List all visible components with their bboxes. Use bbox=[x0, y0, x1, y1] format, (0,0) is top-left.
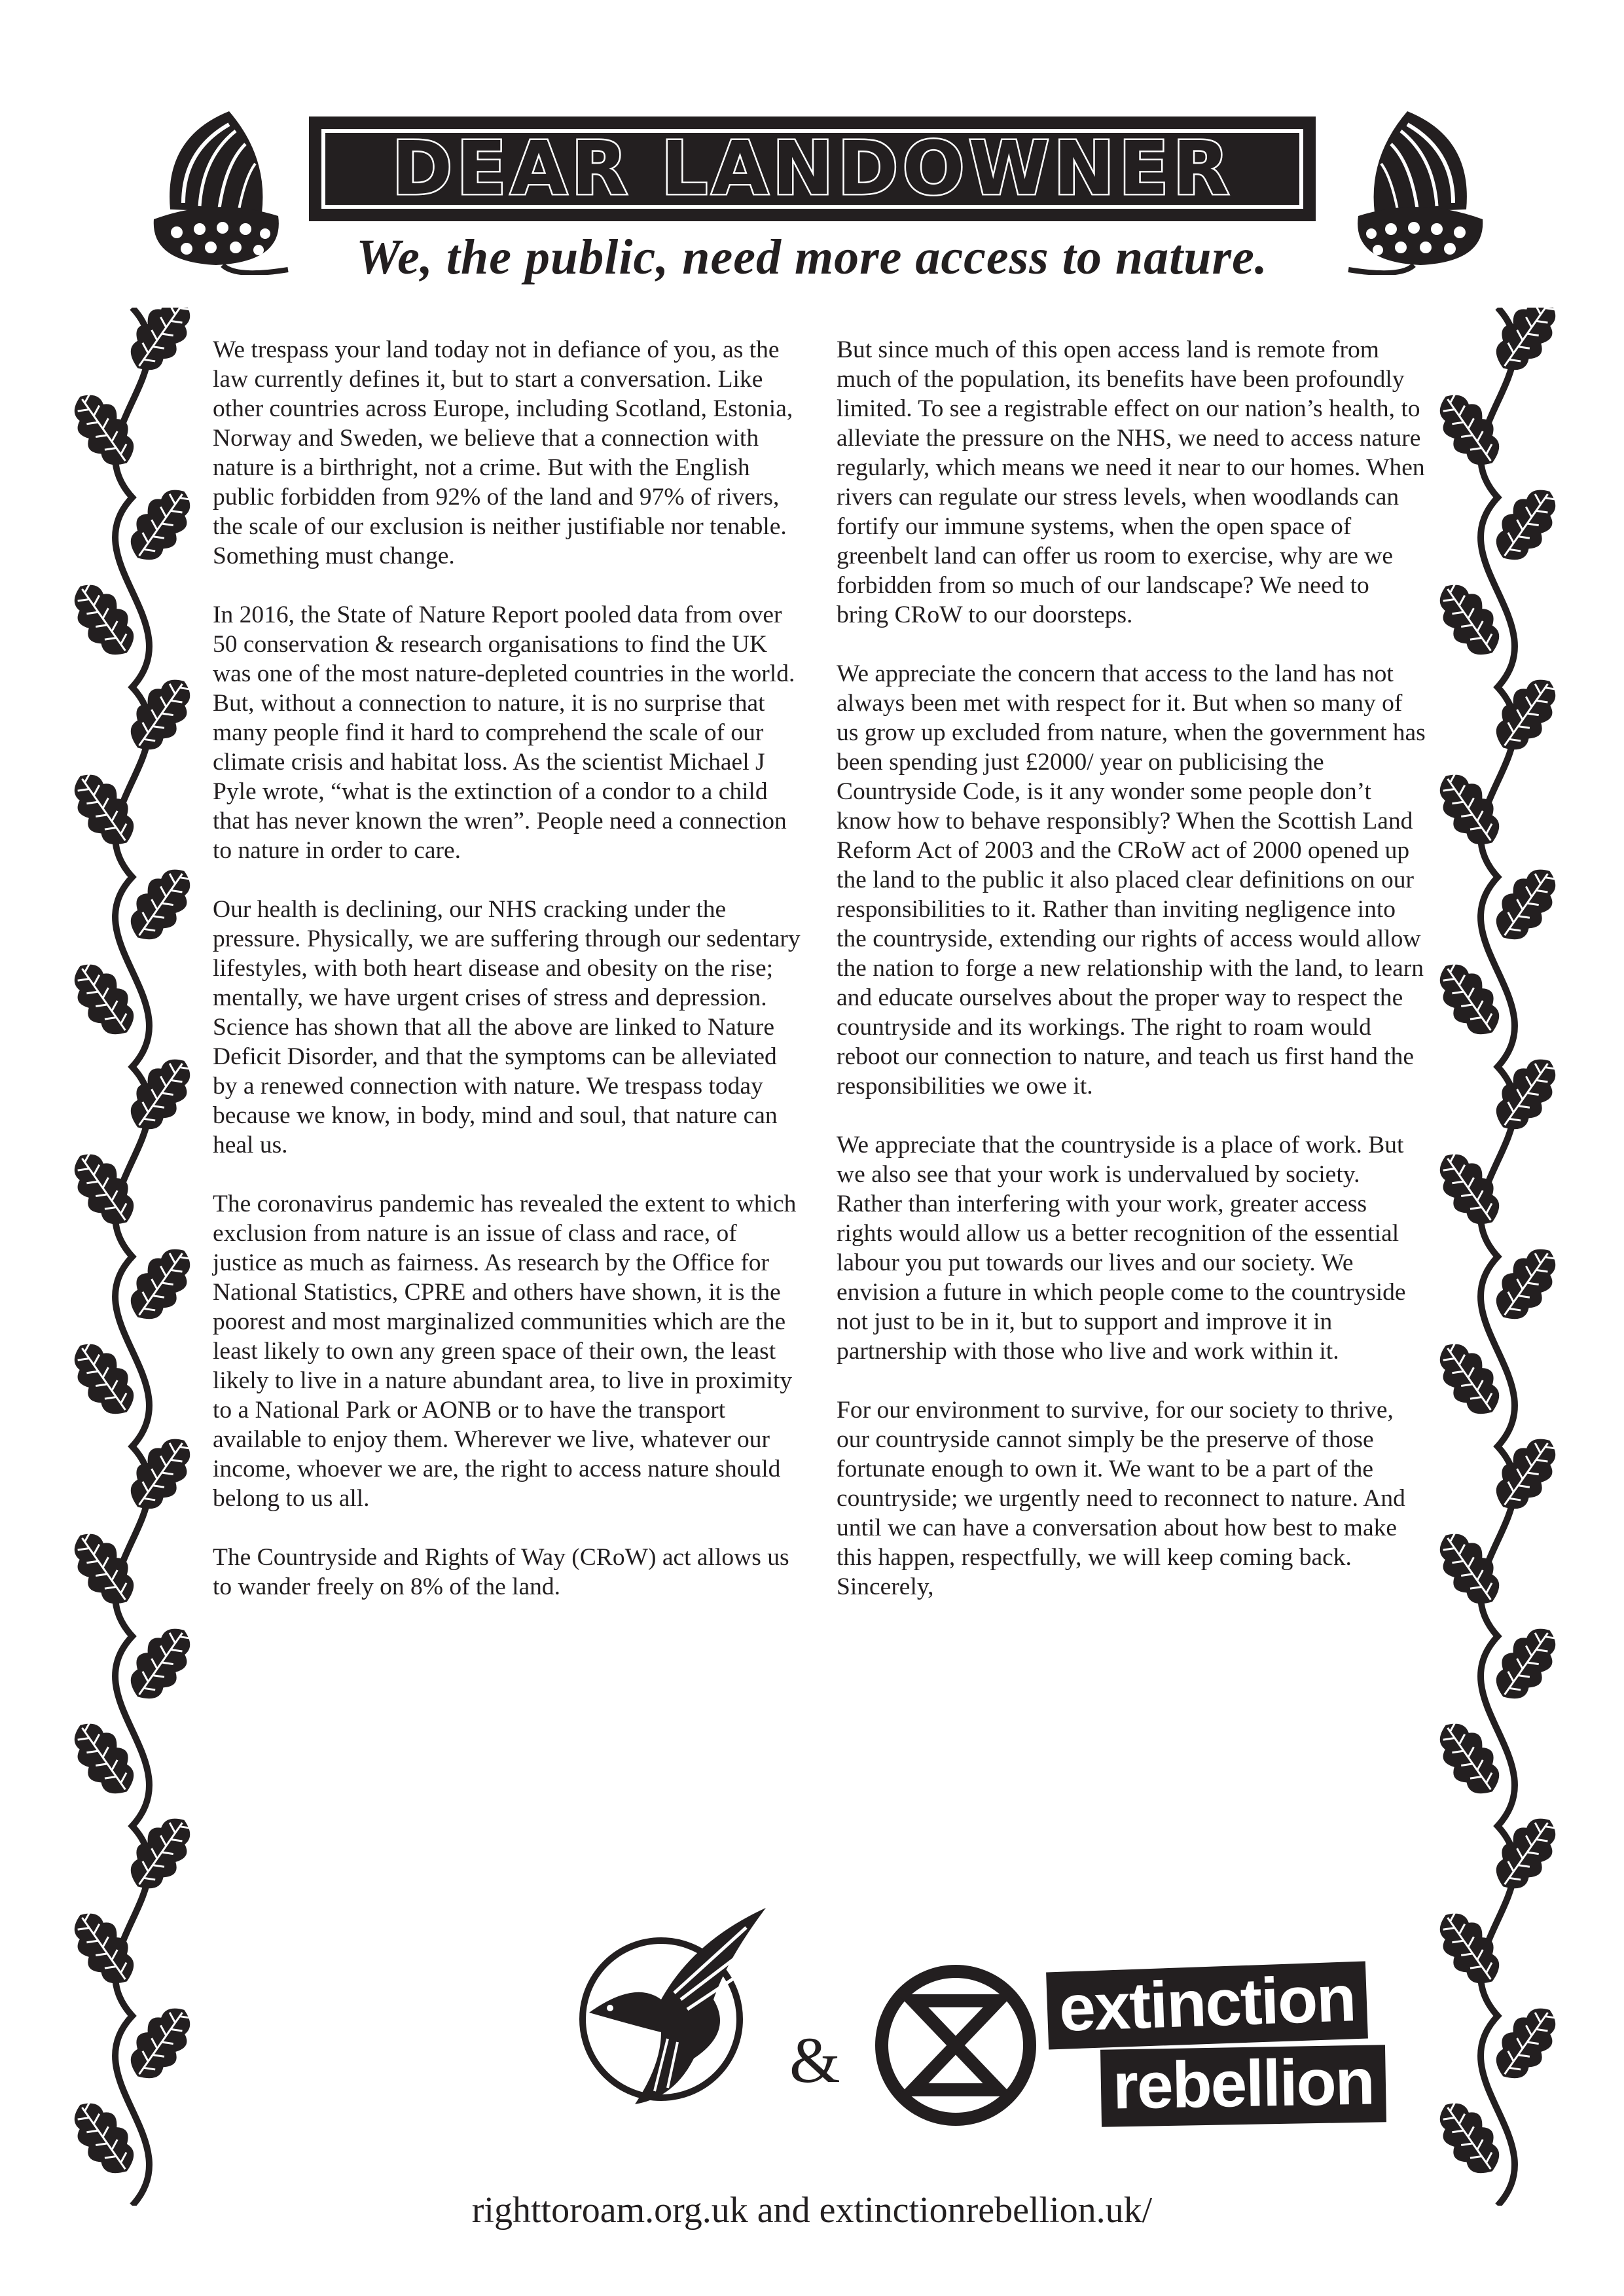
right-to-roam-bird-logo bbox=[563, 1901, 772, 2111]
page-title: DEAR LANDOWNER bbox=[391, 126, 1233, 211]
oak-leaf-icon bbox=[119, 668, 203, 761]
extinction-rebellion-hourglass-icon bbox=[871, 1960, 1041, 2130]
letter-paragraph: We appreciate that the countryside is a place of work. But we also see that your work is undervalued by society. Rather than interfering with your work, greater access rights would allow us a better recognition of the essential labour you put towards our lives and our society. We envision a future in which people come to the countryside not just to be in it, but to support and improve it in partnership with those who live and work within it. bbox=[837, 1132, 1406, 1365]
oak-leaf-icon bbox=[1485, 1807, 1568, 1899]
letter-paragraph: Our health is declining, our NHS cracking under the pressure. Physically, we are suffering through our sedentary lifestyles, with both heart disease and obesity on the rise; mentally, we have urgent crises of stress and depression. Science has shown that all the above are linked to Nature Deficit Disorder, and that the symptoms can be alleviated by a renewed connection with nature. We trespass today because we know, in body, mind and soul, that nature can heal us. bbox=[213, 896, 801, 1158]
letter-paragraph: We trespass your land today not in defiance of you, as the law currently defines it, but to start a conversation. Like other countries across Europe, including Scotland, Estonia, Norway and Sweden, we believe that a connection with nature is a birthright, not a crime. But with the English public forbidden from 92% of the land and 97% of rivers, the scale of our exclusion is neither justifiable nor tenable. Something must change. bbox=[213, 336, 793, 569]
right-oak-leaf-vine-border bbox=[1426, 308, 1570, 2206]
letter-paragraph: In 2016, the State of Nature Report pooled data from over 50 conservation & research organisations to find the UK was one of the most nature-depleted countries in the world. But, without a connection to nature, it is no surprise that many people find it hard to comprehend the scale of our climate crisis and habitat loss. As the scientist Michael J Pyle wrote, “what is the extinction of a condor to a child that has never known the wren”. People need a connection to nature in order to care. bbox=[213, 601, 795, 864]
xr-logo-word-extinction: extinction bbox=[1046, 1962, 1368, 2050]
letter-paragraph: We appreciate the concern that access to the land has not always been met with respect for it. But when so many of us grow up excluded from nature, when the government has been spending just £2000/ year on publicising the Countryside Code, is it any wonder some people don’t know how to behave responsibly? When the Scottish Land Reform Act of 2003 and the CRoW act of 2000 opened up the land to the public it also placed clear definitions on our responsibilities to it. Rather than inviting negligence into the countryside, extending our rights of access would allow the nation to forge a new relationship with the land, to learn and educate ourselves about the proper way to respect the countryside and its workings. The right to roam would reboot our connection to nature, and teach us first hand the responsibilities we owe it. bbox=[837, 660, 1426, 1100]
oak-leaf-icon bbox=[119, 1427, 203, 1520]
ampersand: & bbox=[789, 2024, 840, 2096]
footer-url: righttoroam.org.uk and extinctionrebellion.uk/ bbox=[471, 2190, 1153, 2231]
letter-paragraph: The Countryside and Rights of Way (CRoW) act allows us to wander freely on 8% of the land. bbox=[213, 1544, 789, 1600]
letter-paragraph: But since much of this open access land is remote from much of the population, its benefits have been profoundly limited. To see a registrable effect on our nation’s health, to alleviate the pressure on the NHS, we need to access nature regularly, which means we need it near to our homes. When rivers can regulate our stress levels, when woodlands can fortify our immune systems, when the open space of greenbelt land can offer us room to exercise, why are we forbidden from so much of our landscape? We need to bring CRoW to our doorsteps. bbox=[837, 336, 1425, 628]
letter-signoff: Sincerely, bbox=[837, 1573, 934, 1600]
oak-leaf-icon bbox=[1485, 308, 1568, 381]
left-oak-leaf-vine-border bbox=[60, 308, 204, 2206]
xr-logo-word-rebellion: rebellion bbox=[1100, 2045, 1386, 2127]
title-banner bbox=[309, 117, 1316, 221]
letter-left-column bbox=[213, 335, 802, 1631]
letter-paragraph: The coronavirus pandemic has revealed the extent to which exclusion from nature is an issue of class and race, of justice as much as fairness. As research by the Office for National Statistics, CPRE and others have shown, it is the poorest and most marginalized communities which are the least likely to own any green space of their own, the least likely to live in a nature abundant area, to live in proximity to a National Park or AONB or to have the transport available to enjoy them. Wherever we live, whatever our income, whoever we are, the right to access nature should belong to us all. bbox=[213, 1191, 797, 1512]
oak-leaf-icon bbox=[1485, 668, 1568, 761]
letter-paragraph: For our environment to survive, for our society to thrive, our countryside cannot simply be the preserve of those fortunate enough to own it. We want to be a part of the countryside; we urgently need to reconnect to nature. And until we can have a conversation about how best to make this happen, respectfully, we will keep coming back. bbox=[837, 1397, 1405, 1571]
oak-leaf-icon bbox=[119, 1807, 203, 1899]
oak-leaf-icon bbox=[119, 1048, 203, 1140]
oak-leaf-icon bbox=[1485, 1048, 1568, 1140]
letter-right-column bbox=[837, 335, 1426, 1631]
oak-leaf-icon bbox=[119, 308, 203, 381]
title-frame bbox=[321, 126, 1303, 211]
oak-leaf-icon bbox=[1485, 1427, 1568, 1520]
page-subtitle: We, the public, need more access to nature. bbox=[356, 230, 1268, 285]
